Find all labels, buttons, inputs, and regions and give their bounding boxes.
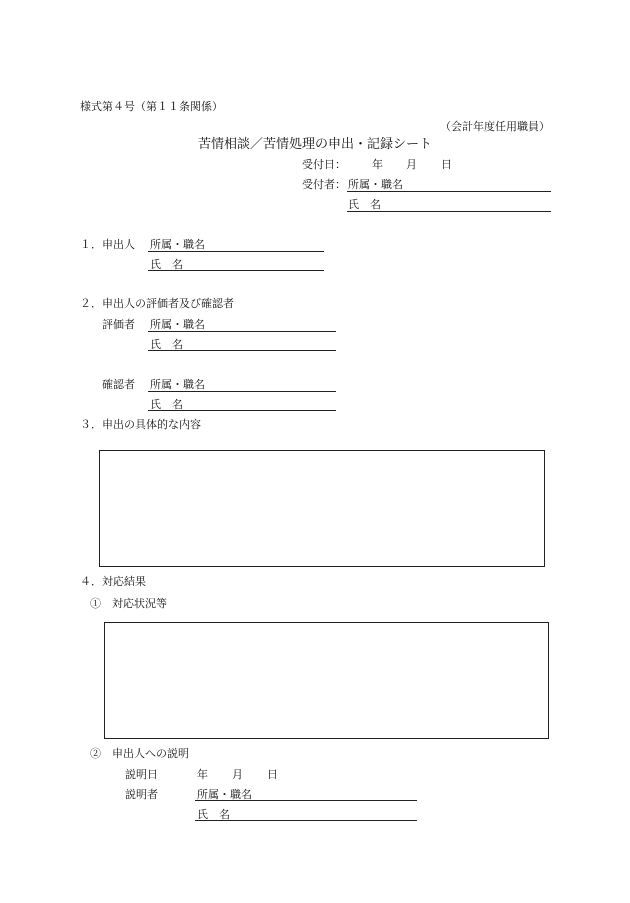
reception-date-label: 受付日： bbox=[302, 158, 346, 171]
explainer-affiliation-line[interactable] bbox=[195, 800, 417, 801]
request-content-box[interactable] bbox=[99, 450, 545, 567]
explanation-date-label: 説明日 bbox=[125, 768, 158, 781]
receiver-label: 受付者： bbox=[302, 178, 346, 191]
form-number: 様式第４号（第１１条関係） bbox=[80, 100, 223, 113]
receiver-name-label: 氏 名 bbox=[348, 198, 381, 211]
page-title: 苦情相談／苦情処理の申出・記録シート bbox=[198, 137, 433, 152]
reception-month-label: 月 bbox=[406, 158, 417, 171]
explanation-month-label: 月 bbox=[232, 768, 243, 781]
receiver-name-line[interactable] bbox=[347, 211, 551, 212]
confirmer-name-label: 氏 名 bbox=[150, 398, 183, 411]
section1-heading: １．申出人 bbox=[80, 238, 135, 251]
receiver-affiliation-label: 所属・職名 bbox=[348, 178, 403, 191]
response-status-heading: ① 対応状況等 bbox=[90, 597, 167, 610]
reception-year-label: 年 bbox=[372, 158, 383, 171]
explainer-name-line[interactable] bbox=[195, 820, 417, 821]
evaluator-name-label: 氏 名 bbox=[150, 338, 183, 351]
evaluator-affiliation-label: 所属・職名 bbox=[150, 318, 205, 331]
applicant-affiliation-label: 所属・職名 bbox=[150, 238, 205, 251]
receiver-affiliation-line[interactable] bbox=[347, 191, 551, 192]
evaluator-label: 評価者 bbox=[102, 318, 135, 331]
evaluator-affiliation-line[interactable] bbox=[148, 331, 336, 332]
applicant-name-line[interactable] bbox=[148, 270, 324, 271]
reception-day-label: 日 bbox=[441, 158, 452, 171]
section4-heading: ４．対応結果 bbox=[80, 575, 146, 588]
confirmer-affiliation-line[interactable] bbox=[148, 391, 336, 392]
applicant-name-label: 氏 名 bbox=[150, 258, 183, 271]
explainer-name-label: 氏 名 bbox=[197, 808, 230, 821]
confirmer-name-line[interactable] bbox=[148, 410, 336, 411]
applicant-affiliation-line[interactable] bbox=[148, 251, 324, 252]
explanation-year-label: 年 bbox=[197, 768, 208, 781]
confirmer-affiliation-label: 所属・職名 bbox=[150, 378, 205, 391]
confirmer-label: 確認者 bbox=[102, 378, 135, 391]
explanation-day-label: 日 bbox=[267, 768, 278, 781]
form-category: （会計年度任用職員） bbox=[440, 120, 550, 133]
explanation-heading: ② 申出人への説明 bbox=[90, 747, 189, 760]
explainer-label: 説明者 bbox=[125, 788, 158, 801]
section3-heading: ３．申出の具体的な内容 bbox=[80, 418, 201, 431]
explainer-affiliation-label: 所属・職名 bbox=[197, 788, 252, 801]
evaluator-name-line[interactable] bbox=[148, 350, 336, 351]
response-status-box[interactable] bbox=[104, 622, 549, 739]
section2-heading: ２．申出人の評価者及び確認者 bbox=[80, 297, 234, 310]
